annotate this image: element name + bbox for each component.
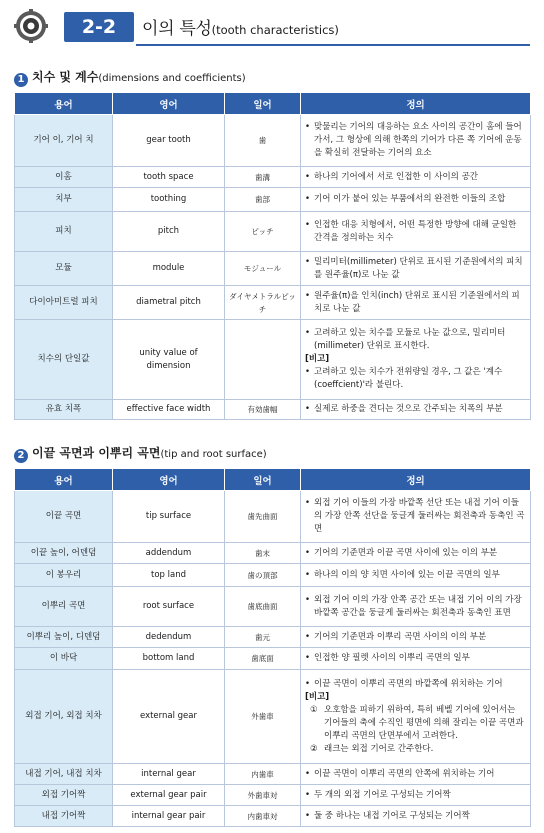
- table-row: [15, 188, 531, 212]
- term-cell: 모듈: [15, 252, 113, 286]
- definition-item: • 기어 이가 붙어 있는 부품에서의 완전한 이들의 조합: [305, 193, 526, 206]
- term-cell: 피치: [15, 212, 113, 252]
- column-header: 일어: [225, 469, 301, 491]
- table-row: [15, 543, 531, 564]
- table-header-row: [15, 469, 531, 491]
- definition-item: • 하나의 기어에서 서로 인접한 이 사이의 공간: [305, 171, 526, 184]
- table-row: [15, 252, 531, 286]
- japanese-cell: 内歯車: [225, 764, 301, 785]
- definition-cell: [301, 115, 531, 167]
- column-header: 영어: [113, 469, 225, 491]
- term-cell: 외접 기어, 외접 치차: [15, 670, 113, 764]
- definition-cell: [301, 286, 531, 320]
- page-header: [14, 8, 530, 48]
- table-row: [15, 564, 531, 587]
- definition-item: • 이끝 곡면이 이뿌리 곡면의 바깥쪽에 위치하는 기어: [305, 678, 526, 691]
- definition-cell: [301, 320, 531, 400]
- table-row: [15, 212, 531, 252]
- english-cell: external gear pair: [113, 785, 225, 806]
- term-cell: 치수의 단일값: [15, 320, 113, 400]
- section-1-title: [14, 68, 246, 87]
- table-row: [15, 785, 531, 806]
- japanese-cell: 歯部: [225, 188, 301, 212]
- column-header: 일어: [225, 93, 301, 115]
- definition-cell: [301, 400, 531, 420]
- japanese-cell: 有効歯幅: [225, 400, 301, 420]
- note-label: [비고]: [305, 354, 330, 364]
- table-row: [15, 320, 531, 400]
- japanese-cell: 歯溝: [225, 167, 301, 188]
- column-header: 용어: [15, 93, 113, 115]
- definition-item: • 외접 기어 이들의 가장 바깥쪽 선단 또는 내접 기어 이들의 가장 안쪽 선단을 둥글게 둘러싸는 회전축과 동축인 곡면: [305, 497, 526, 536]
- japanese-cell: モジュール: [225, 252, 301, 286]
- definition-item: • 원주율(π)을 인치(inch) 단위로 표시된 기준원에서의 피치로 나눈 값: [305, 290, 526, 316]
- english-cell: effective face width: [113, 400, 225, 420]
- table-row: [15, 491, 531, 543]
- section-2-title-ko: 이끝 곡면과 이뿌리 곡면: [32, 446, 161, 460]
- definition-cell: [301, 648, 531, 670]
- note-sub-marker: ②: [310, 743, 318, 754]
- table-row: [15, 670, 531, 764]
- note-label: [비고]: [305, 691, 330, 702]
- column-header: 용어: [15, 469, 113, 491]
- english-cell: diametral pitch: [113, 286, 225, 320]
- english-cell: internal gear pair: [113, 806, 225, 827]
- english-cell: tooth space: [113, 167, 225, 188]
- definition-item: • 고려하고 있는 치수를 모듈로 나눈 값으로, 밀리미터 (millimeter) 단위로 표시한다.: [305, 327, 526, 353]
- japanese-cell: 歯の頂部: [225, 564, 301, 587]
- japanese-cell: 外歯車対: [225, 785, 301, 806]
- table-row: [15, 806, 531, 827]
- english-cell: external gear: [113, 670, 225, 764]
- term-cell: 다이아미트럴 피치: [15, 286, 113, 320]
- definition-item: • 밀리미터(millimeter) 단위로 표시된 기준원에서의 피치를 원주율(π)로 나눈 값: [305, 256, 526, 282]
- definition-cell: [301, 543, 531, 564]
- japanese-cell: ピッチ: [225, 212, 301, 252]
- japanese-cell: 歯先曲面: [225, 491, 301, 543]
- definition-cell: [301, 564, 531, 587]
- definition-cell: [301, 252, 531, 286]
- english-cell: addendum: [113, 543, 225, 564]
- definition-item: • 실제로 하중을 견디는 것으로 간주되는 치폭의 부분: [305, 403, 526, 416]
- table-row: [15, 587, 531, 627]
- term-cell: 내접 기어, 내접 치차: [15, 764, 113, 785]
- table-row: [15, 115, 531, 167]
- page-title-ko: 이의 특성: [142, 19, 212, 39]
- table-row: [15, 648, 531, 670]
- section-2-number: 2: [14, 449, 28, 463]
- note-sub-text: 오호함을 피하기 위하여, 특히 베벨 기어에 있어서는 기어들의 축에 수직인 평면에 의해 잘리는 이끝 곡면과 이뿌리 곡면의 단면부에서 고려한다.: [324, 704, 524, 741]
- definition-cell: [301, 627, 531, 648]
- japanese-cell: 外歯車: [225, 670, 301, 764]
- english-cell: root surface: [113, 587, 225, 627]
- column-header: 정의: [301, 469, 531, 491]
- section-2-title: [14, 444, 267, 463]
- section-1-title-ko: 치수 및 계수: [32, 70, 99, 84]
- term-cell: 내접 기어짝: [15, 806, 113, 827]
- japanese-cell: ダイヤメトラルピッチ: [225, 286, 301, 320]
- table-row: [15, 764, 531, 785]
- section-2-table: [14, 468, 531, 827]
- definition-item: • 둘 중 하나는 내접 기어로 구성되는 기어짝: [305, 810, 526, 823]
- gear-icon: [14, 9, 48, 43]
- term-cell: 치부: [15, 188, 113, 212]
- section-1-title-en: (dimensions and coefficients): [98, 73, 246, 84]
- note-sub-text: 래크는 외접 기어로 간주한다.: [324, 743, 434, 754]
- section-2-title-en: (tip and root surface): [160, 449, 267, 460]
- table-row: [15, 286, 531, 320]
- title-underline: [136, 44, 530, 46]
- japanese-cell: 歯末: [225, 543, 301, 564]
- english-cell: top land: [113, 564, 225, 587]
- definition-cell: [301, 785, 531, 806]
- table-row: [15, 167, 531, 188]
- page-title-en: (tooth characteristics): [211, 23, 339, 37]
- definition-cell: [301, 587, 531, 627]
- section-1-number: 1: [14, 73, 28, 87]
- definition-item: • 기어의 기준면과 이뿌리 곡면 사이의 이의 부분: [305, 631, 526, 644]
- definition-item: • 하나의 이의 양 치면 사이에 있는 이끝 곡면의 일부: [305, 569, 526, 582]
- english-cell: gear tooth: [113, 115, 225, 167]
- japanese-cell: 歯元: [225, 627, 301, 648]
- definition-cell: [301, 806, 531, 827]
- definition-item: • 인접한 양 필렛 사이의 이뿌리 곡면의 일부: [305, 652, 526, 665]
- definition-item: • 이끝 곡면이 이뿌리 곡면의 안쪽에 위치하는 기어: [305, 768, 526, 781]
- term-cell: 이끝 높이, 어덴덤: [15, 543, 113, 564]
- definition-item: • 인접한 대응 치형에서, 어떤 특정한 방향에 대해 균일한 간격을 정의하는 치수: [305, 219, 526, 245]
- definition-item: • 맞물리는 기어의 대응하는 요소 사이의 공간이 홈에 들어가서, 그 형상에 의해 한쪽의 기어가 다른 쪽 기어에 운동을 확실히 전달하는 기어의 요소: [305, 121, 526, 160]
- japanese-cell: 歯底曲面: [225, 587, 301, 627]
- definition-cell: [301, 670, 531, 764]
- term-cell: 이홈: [15, 167, 113, 188]
- japanese-cell: 歯底面: [225, 648, 301, 670]
- table-row: [15, 400, 531, 420]
- japanese-cell: [225, 320, 301, 400]
- section-1-table: [14, 92, 531, 420]
- english-cell: bottom land: [113, 648, 225, 670]
- english-cell: pitch: [113, 212, 225, 252]
- term-cell: 이뿌리 곡면: [15, 587, 113, 627]
- table-row: [15, 627, 531, 648]
- english-cell: internal gear: [113, 764, 225, 785]
- note-item: • 고려하고 있는 치수가 전위량일 경우, 그 값은 '계수 (coeffcient)'라 불린다.: [305, 366, 526, 392]
- japanese-cell: 歯: [225, 115, 301, 167]
- note-sub-item: [305, 704, 526, 743]
- definition-cell: [301, 764, 531, 785]
- column-header: 정의: [301, 93, 531, 115]
- term-cell: 이뿌리 높이, 디덴덤: [15, 627, 113, 648]
- term-cell: 이 바닥: [15, 648, 113, 670]
- table-header-row: [15, 93, 531, 115]
- term-cell: 기어 이, 기어 치: [15, 115, 113, 167]
- definition-cell: [301, 188, 531, 212]
- english-cell: unity value of dimension: [113, 320, 225, 400]
- note-sub-item: [305, 743, 526, 756]
- definition-item: • 외접 기어 이의 가장 안쪽 공간 또는 내접 기어 이의 가장 바깥쪽 공간을 둥글게 둘러싸는 회전축과 동축인 표면: [305, 594, 526, 620]
- english-cell: dedendum: [113, 627, 225, 648]
- definition-cell: [301, 212, 531, 252]
- term-cell: 이끝 곡면: [15, 491, 113, 543]
- definition-cell: [301, 167, 531, 188]
- english-cell: module: [113, 252, 225, 286]
- english-cell: tip surface: [113, 491, 225, 543]
- note-sub-marker: ①: [310, 704, 318, 715]
- column-header: 영어: [113, 93, 225, 115]
- page-title: [142, 14, 339, 39]
- definition-item: • 두 개의 외접 기어로 구성되는 기어짝: [305, 789, 526, 802]
- english-cell: toothing: [113, 188, 225, 212]
- section-badge: 2-2: [64, 12, 134, 42]
- term-cell: 유효 치폭: [15, 400, 113, 420]
- definition-item: • 기어의 기준면과 이끝 곡면 사이에 있는 이의 부분: [305, 547, 526, 560]
- term-cell: 이 봉우리: [15, 564, 113, 587]
- term-cell: 외접 기어짝: [15, 785, 113, 806]
- japanese-cell: 内歯車対: [225, 806, 301, 827]
- definition-cell: [301, 491, 531, 543]
